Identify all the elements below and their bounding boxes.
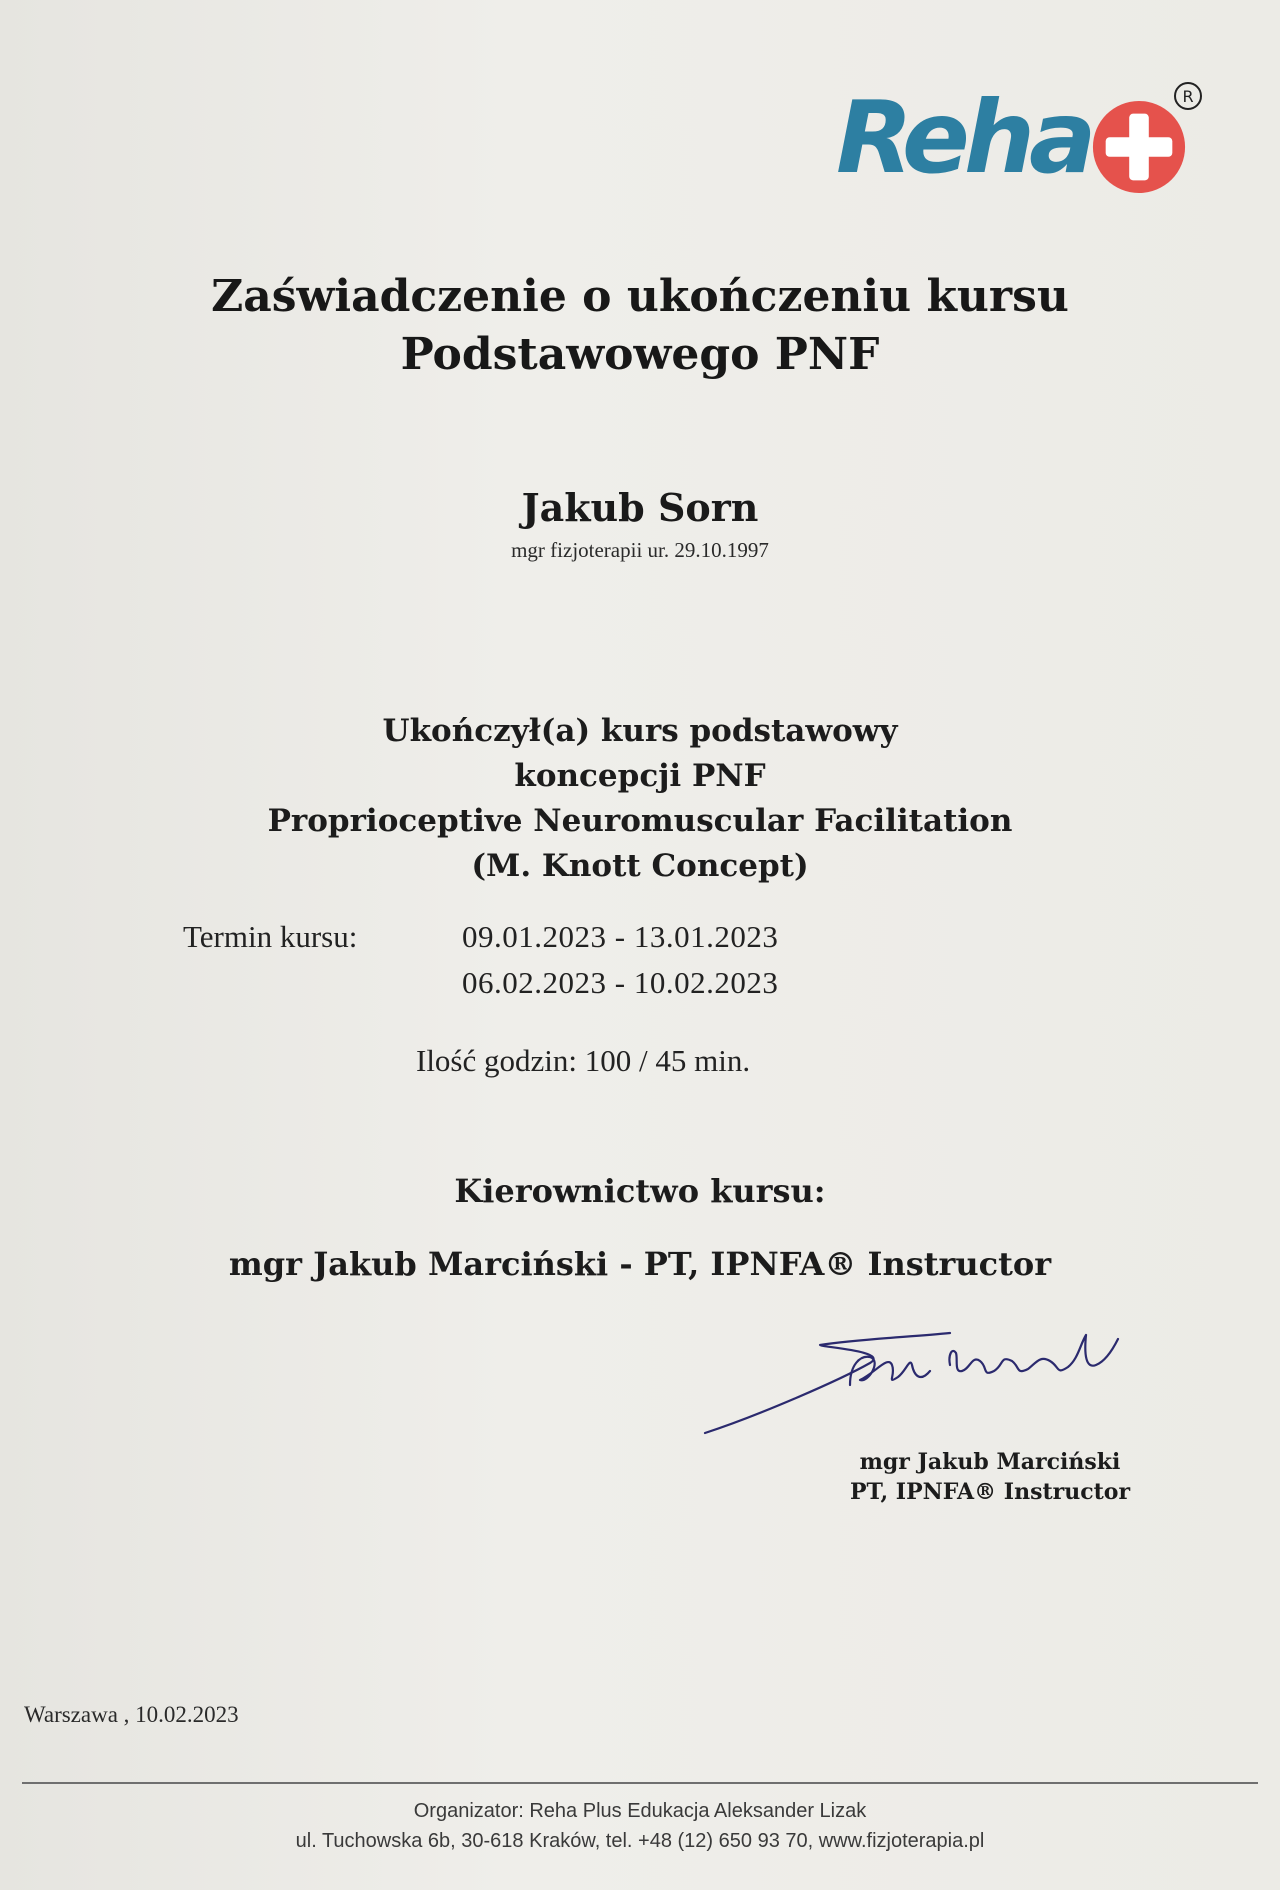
reha-plus-logo bbox=[836, 80, 1216, 195]
signer-block bbox=[840, 1447, 1140, 1507]
footer-divider bbox=[22, 1782, 1258, 1784]
course-line-4: (M. Knott Concept) bbox=[471, 848, 809, 884]
svg-text:R: R bbox=[1182, 87, 1194, 106]
course-director: mgr Jakub Marciński - PT, IPNFA® Instructor bbox=[228, 1245, 1052, 1283]
title-line-1: Zaświadczenie o ukończeniu kursu bbox=[211, 271, 1069, 322]
footer-address: ul. Tuchowska 6b, 30-618 Kraków, tel. +48 (12) 650 93 70, www.fizjoterapia.pl bbox=[295, 1830, 985, 1852]
course-line-1: Ukończył(a) kurs podstawowy bbox=[382, 713, 898, 749]
course-line-3: Proprioceptive Neuromuscular Facilitation bbox=[267, 803, 1013, 839]
participant-name: Jakub Sorn bbox=[521, 485, 759, 530]
registered-mark-icon bbox=[1172, 80, 1204, 112]
term-date-2: 06.02.2023 - 10.02.2023 bbox=[462, 965, 779, 1000]
course-line-2: koncepcji PNF bbox=[514, 758, 766, 794]
title-line-2: Podstawowego PNF bbox=[400, 329, 880, 380]
participant-details: mgr fizjoterapii ur. 29.10.1997 bbox=[511, 538, 769, 562]
signer-name: mgr Jakub Marciński bbox=[859, 1449, 1121, 1475]
logo-text: Reha bbox=[836, 79, 1091, 196]
signer-role: PT, IPNFA® Instructor bbox=[849, 1479, 1131, 1505]
course-hours: Ilość godzin: 100 / 45 min. bbox=[416, 1043, 751, 1078]
course-description bbox=[0, 709, 1280, 889]
place-and-date: Warszawa , 10.02.2023 bbox=[24, 1702, 239, 1727]
plus-circle-icon bbox=[1090, 98, 1188, 196]
handwritten-signature bbox=[700, 1325, 1200, 1445]
certificate-title bbox=[0, 268, 1280, 384]
term-label: Termin kursu: bbox=[183, 919, 358, 954]
term-date-1: 09.01.2023 - 13.01.2023 bbox=[462, 919, 779, 954]
management-heading: Kierownictwo kursu: bbox=[454, 1172, 826, 1210]
footer-organizer: Organizator: Reha Plus Edukacja Aleksander Lizak bbox=[413, 1800, 867, 1822]
